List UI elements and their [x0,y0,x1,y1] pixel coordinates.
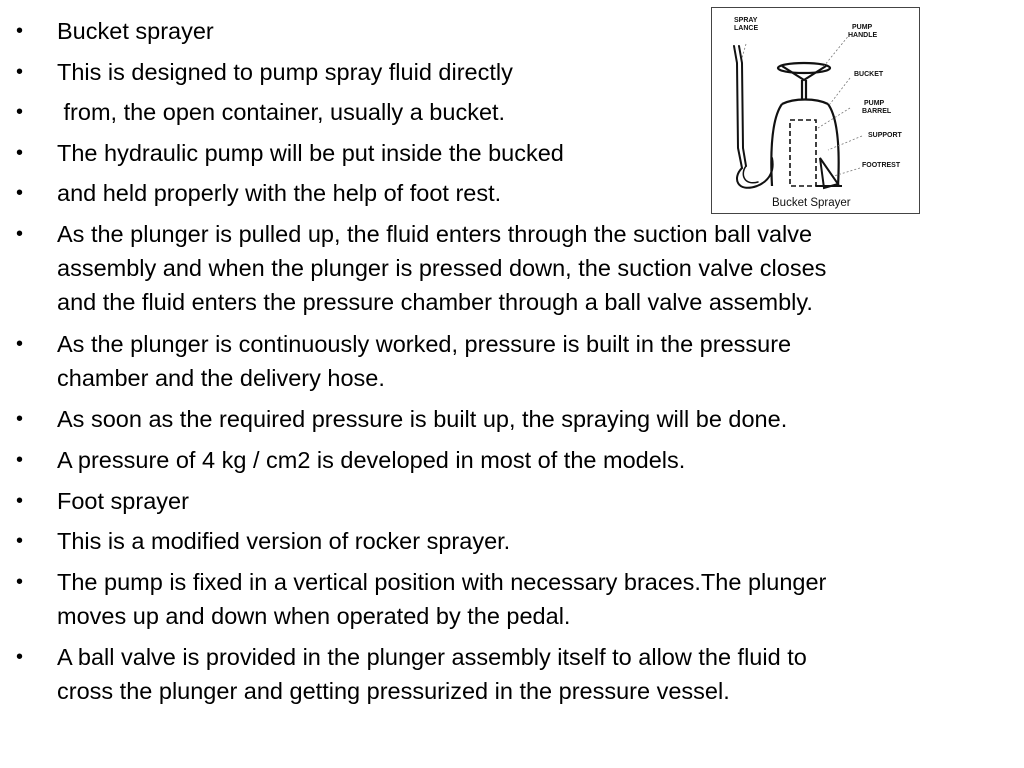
bullet-item [16,565,827,633]
bucket-drawing [771,100,838,187]
bullet-text: Foot sprayer [57,488,189,514]
bullet-item [16,640,807,708]
bullet-text: A pressure of 4 kg / cm2 is developed in most of the models. [57,447,686,473]
bullet-item [16,402,788,436]
spray-lance-drawing [734,46,773,188]
bucket-sprayer-illustration [712,8,919,213]
pump-barrel-drawing [790,120,816,186]
bullet-item [16,217,827,319]
label-pump-handle-2: HANDLE [848,32,878,39]
bullet-dot: • [16,530,24,552]
bullet-text: This is a modified version of rocker sprayer. [57,528,511,554]
bullet-text: As the plunger is continuously worked, pressure is built in the pressure chamber and the delivery hose. [57,331,792,391]
bullet-dot: • [16,61,24,83]
bullet-dot: • [16,449,24,471]
bullet-dot: • [16,571,24,593]
bucket-sprayer-figure [711,7,920,214]
figure-caption: Bucket Sprayer [772,197,851,209]
bullet-text: A ball valve is provided in the plunger assembly itself to allow the fluid to cross the plunger and getting pressurized in the pressure vessel. [57,644,807,704]
bullet-text: As soon as the required pressure is built up, the spraying will be done. [57,406,788,432]
pump-handle-drawing [778,63,830,100]
bullet-item [16,95,506,129]
label-pump-barrel-1: PUMP [864,100,885,107]
bullet-dot: • [16,142,24,164]
label-pump-barrel-2: BARREL [862,108,892,115]
label-foot-rest: FOOTREST [862,162,901,169]
bullet-text: This is designed to pump spray fluid directly [57,59,513,85]
bullet-dot: • [16,333,24,355]
bullet-dot: • [16,182,24,204]
bullet-item [16,327,792,395]
bullet-item [16,176,502,210]
bullet-text: The pump is fixed in a vertical position with necessary braces.The plunger moves up and down when operated by the pedal. [57,569,827,629]
bullet-item [16,136,564,170]
bullet-text: The hydraulic pump will be put inside the bucked [57,140,564,166]
bullet-dot: • [16,646,24,668]
bullet-dot: • [16,408,24,430]
bullet-text: Bucket sprayer [57,18,214,44]
label-support: SUPPORT [868,132,902,139]
bullet-item [16,55,513,89]
label-spray-lance-2: LANCE [734,25,759,32]
leader-lines [742,34,862,176]
label-pump-handle-1: PUMP [852,24,873,31]
bullet-dot: • [16,20,24,42]
bullet-item [16,14,214,48]
bullet-item [16,484,189,518]
bullet-text: and held properly with the help of foot rest. [57,180,502,206]
bullet-text: As the plunger is pulled up, the fluid enters through the suction ball valve assembly and when the plunger is pressed down, the suction valve closes and the fluid enters the pressure chamber through a ball valve assembly. [57,221,827,315]
bullet-text: from, the open container, usually a bucket. [57,99,506,125]
bullet-item [16,524,511,558]
bullet-dot: • [16,490,24,512]
bullet-dot: • [16,223,24,245]
label-spray-lance-1: SPRAY [734,17,758,24]
bullet-dot: • [16,101,24,123]
label-bucket: BUCKET [854,71,884,78]
bullet-item [16,443,686,477]
